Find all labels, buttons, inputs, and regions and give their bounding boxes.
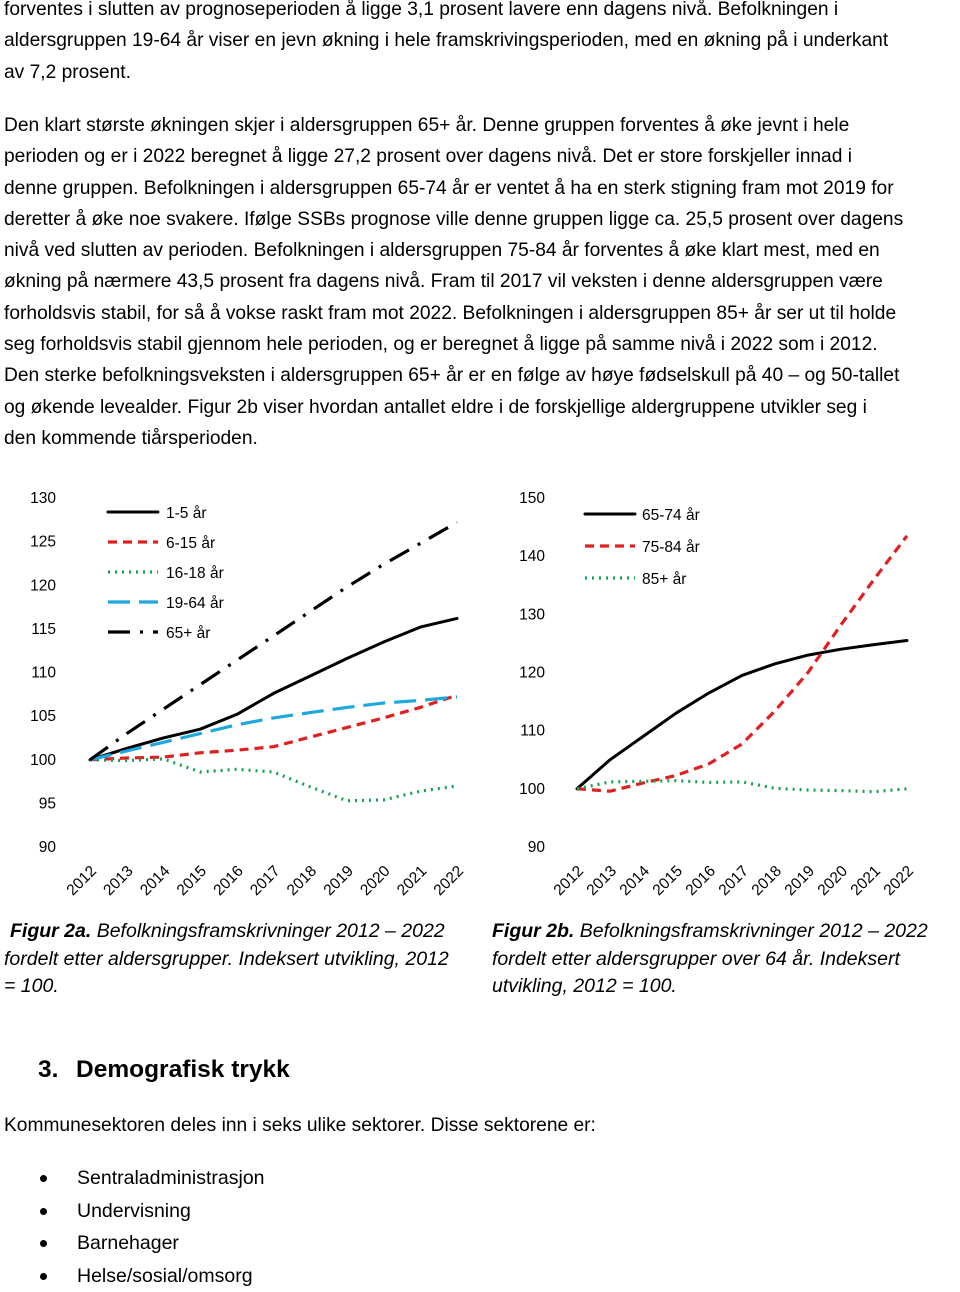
y-tick-label: 105	[30, 708, 56, 726]
y-tick-label: 110	[520, 722, 545, 740]
x-tick-label: 2016	[682, 862, 720, 900]
legend-label: 16-18 år	[166, 565, 224, 582]
figure-2a-caption-text: Befolkningsframskrivninger 2012 – 2022 fordelt etter aldersgrupper. Indeksert utvikling, 2012 = 100.	[4, 920, 449, 997]
y-tick-label: 130	[30, 490, 56, 507]
figure-2a-svg	[0, 484, 480, 904]
list-item-label: Undervisning	[77, 1199, 191, 1222]
x-tick-label: 2012	[63, 862, 101, 900]
section-heading	[38, 1052, 290, 1088]
list-item	[0, 1195, 265, 1228]
figure-2b-svg	[490, 484, 960, 904]
x-tick-label: 2018	[283, 862, 321, 900]
x-tick-label: 2022	[880, 862, 918, 900]
legend-label: 85+ år	[642, 571, 687, 588]
figure-2b-caption	[492, 918, 952, 1001]
section-title: Demografisk trykk	[76, 1056, 290, 1083]
x-tick-label: 2017	[247, 862, 284, 900]
x-tick-label: 2021	[393, 862, 431, 900]
list-item	[0, 1227, 265, 1260]
x-tick-label: 2020	[357, 862, 394, 900]
figure-2b-chart	[490, 484, 960, 904]
y-tick-label: 120	[519, 664, 545, 682]
figure-2b-caption-text: Befolkningsframskrivninger 2012 – 2022 fordelt etter aldersgrupper over 64 år. Indeksert utvikling, 2012 = 100.	[492, 920, 928, 997]
series-line-2	[90, 695, 457, 760]
series-line-3	[90, 759, 457, 801]
bullet-icon	[40, 1175, 47, 1182]
legend-label: 6-15 år	[166, 535, 216, 552]
y-tick-label: 95	[38, 795, 56, 813]
series-line-1	[90, 618, 457, 759]
list-item-label: Sentraladministrasjon	[77, 1167, 265, 1189]
legend-label: 65-74 år	[642, 507, 700, 524]
x-tick-label: 2018	[748, 862, 786, 900]
body-paragraph-1: forventes i slutten av prognoseperioden å ligge 3,1 prosent lavere enn dagens nivå. Befolkningen i aldersgruppen 19-64 år viser en jevn økning i hele framskrivingsperioden, med en økning på i underkant av 7,2 prosent.	[4, 0, 889, 83]
y-tick-label: 100	[519, 780, 545, 798]
sector-list	[0, 1162, 265, 1292]
x-tick-label: 2015	[649, 862, 687, 900]
x-tick-label: 2021	[847, 862, 885, 900]
figure-2b-caption-label: Figur 2b.	[492, 920, 575, 942]
y-tick-label: 140	[519, 548, 545, 566]
figure-2a-caption	[4, 918, 464, 1001]
x-tick-label: 2019	[320, 862, 357, 900]
y-tick-label: 120	[30, 577, 56, 595]
x-tick-label: 2015	[173, 862, 211, 900]
list-item-label: Helse/sosial/omsorg	[77, 1264, 253, 1287]
y-tick-label: 125	[30, 533, 56, 551]
bullet-icon	[40, 1273, 47, 1280]
series-line-2	[577, 536, 907, 791]
series-line-5	[90, 522, 457, 759]
legend-label: 65+ år	[166, 625, 211, 642]
x-tick-label: 2013	[583, 862, 621, 900]
x-tick-label: 2022	[430, 862, 468, 900]
bullet-icon	[40, 1240, 47, 1247]
figure-2a-caption-label: Figur 2a.	[10, 920, 92, 942]
x-tick-label: 2013	[100, 862, 137, 900]
x-tick-label: 2017	[715, 862, 753, 900]
y-tick-label: 110	[31, 664, 56, 682]
x-tick-label: 2016	[210, 862, 247, 900]
y-tick-label: 150	[519, 490, 545, 507]
y-tick-label: 130	[519, 606, 545, 624]
series-line-4	[90, 697, 457, 760]
series-line-1	[577, 641, 907, 789]
section-number: 3.	[38, 1056, 59, 1083]
y-tick-label: 90	[38, 839, 56, 856]
list-item-label: Barnehager	[77, 1232, 179, 1255]
legend-label: 75-84 år	[642, 539, 700, 556]
y-tick-label: 100	[30, 751, 56, 769]
y-tick-label: 90	[527, 839, 545, 856]
list-item	[0, 1162, 265, 1195]
y-tick-label: 115	[31, 620, 56, 638]
x-tick-label: 2020	[814, 862, 852, 900]
list-item	[0, 1260, 265, 1292]
figure-2a-chart	[0, 484, 480, 904]
x-tick-label: 2014	[137, 862, 174, 900]
bullet-icon	[40, 1208, 47, 1215]
intro-paragraph: Kommunesektoren deles inn i seks ulike sektorer. Disse sektorene er:	[4, 1115, 596, 1136]
legend-label: 19-64 år	[166, 595, 224, 612]
body-paragraph-2: Den klart største økningen skjer i aldersgruppen 65+ år. Denne gruppen forventes å øke jevnt i hele perioden og er i 2022 beregnet å ligge 27,2 prosent over dagens nivå. Det er store forskjeller innad i denne gruppen. Befolkningen i aldersgruppen 65-74 år er ventet å ha en sterk stigning fram mot 2019 for deretter å øke noe svakere. Ifølge SSBs prognose ville denne gruppen ligge ca. 25,5 prosent over dagens nivå ved slutten av perioden. Befolkningen i aldersgruppen 75-84 år forventes å øke klart mest, med en økning på nærmere 43,5 prosent fra dagens nivå. Fram til 2017 vil veksten i denne aldersgruppen være forholdsvis stabil, for så å vokse raskt fram mot 2022. Befolkningen i aldersgruppen 85+ år ser ut til holde seg forholdsvis stabil gjennom hele perioden, og er beregnet å ligge på samme nivå i 2022 som i 2012. Den sterke befolkningsveksten i aldersgruppen 65+ år er en følge av høye fødselskull på 40 – og 50-tallet og økende levealder. Figur 2b viser hvordan antallet eldre i de forskjellige aldergruppene utvikler seg i den kommende tiårsperioden.	[4, 115, 904, 449]
legend-label: 1-5 år	[166, 505, 207, 522]
x-tick-label: 2014	[616, 862, 654, 900]
x-tick-label: 2012	[550, 862, 588, 900]
x-tick-label: 2019	[781, 862, 819, 900]
